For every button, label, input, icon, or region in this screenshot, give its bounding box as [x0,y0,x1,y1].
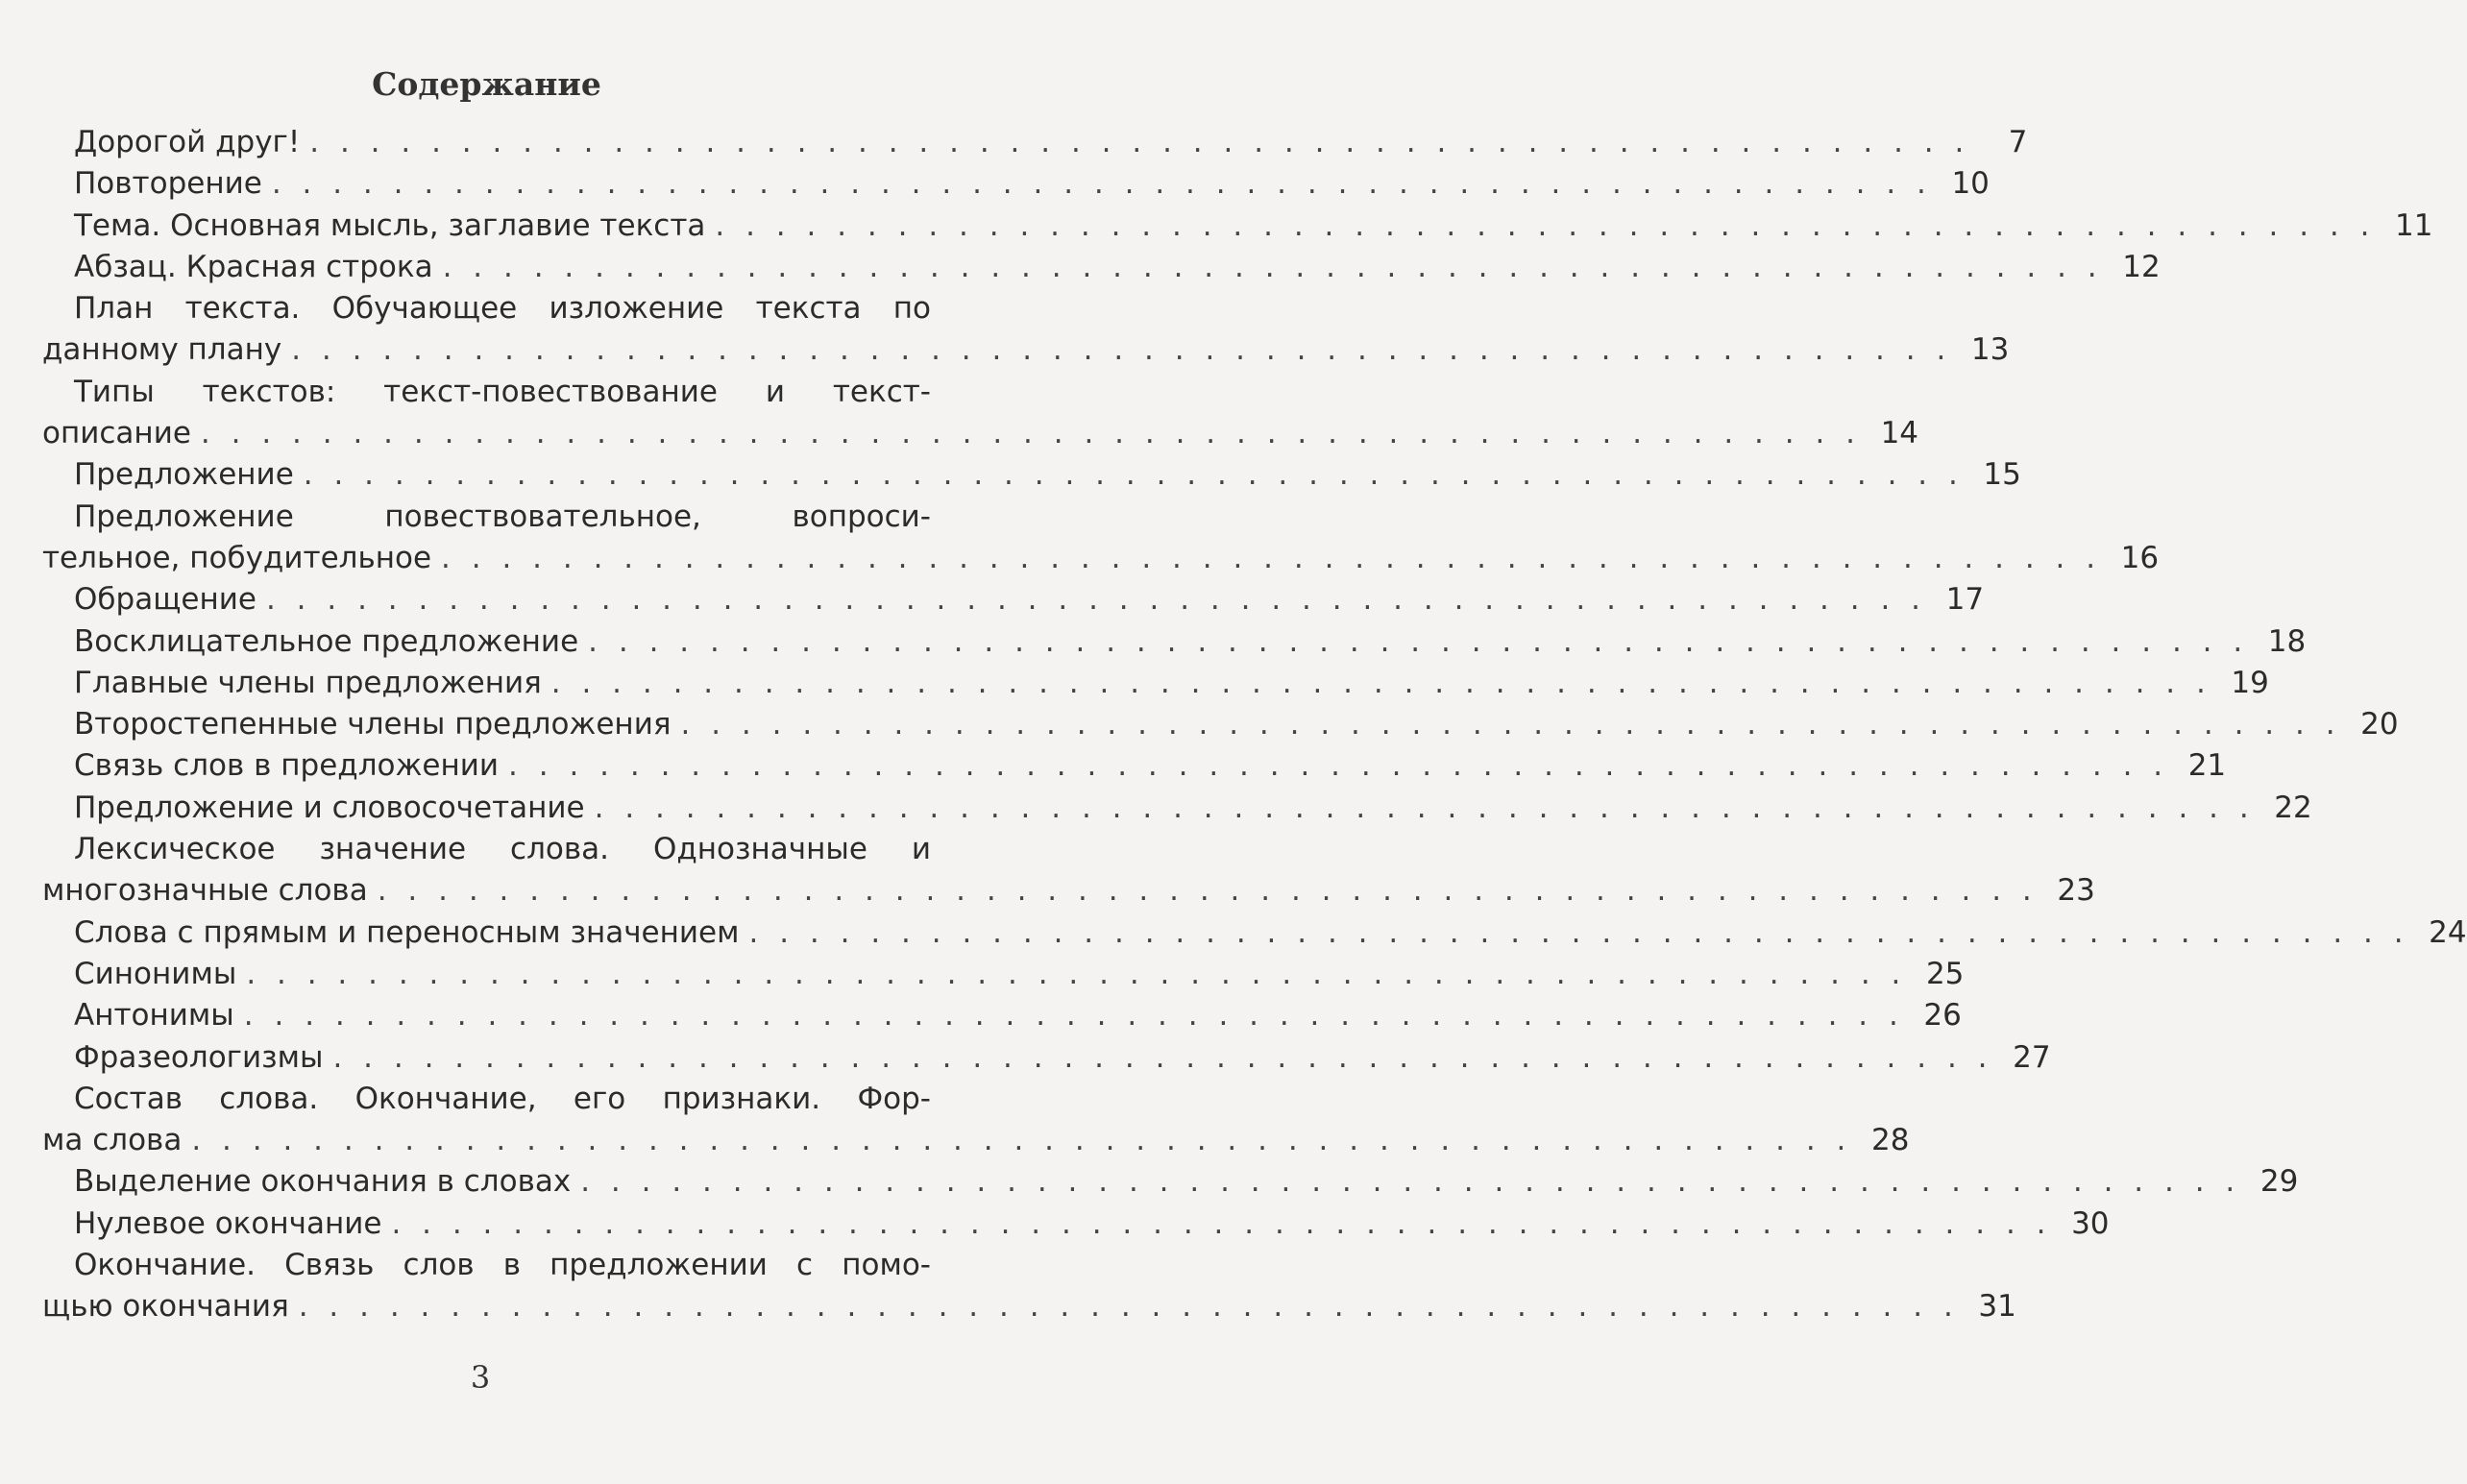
toc-entry-title: Слова с прямым и переносным значением [74,914,740,950]
dot-leader: . . . . . . . . . . . . . . . . . . . . . . . . . . . . . . . . . . . . . . . . . . . . . . . . . . . . . . . [303,457,1964,493]
toc-entry-title: описание [42,416,191,451]
toc-entry-page: 30 [2071,1205,2110,1241]
toc-entry-page: 28 [1870,1123,1910,1158]
toc-entry-line-last [42,413,1919,454]
toc-entry-title: Предложение и словосочетание [74,790,585,825]
toc-entry-line-last [42,1120,1910,1161]
toc-entry-page: 22 [2274,790,2312,825]
toc-entry-line-last [42,912,2467,954]
dot-leader: . . . . . . . . . . . . . . . . . . . . . . . . . . . . . . . . . . . . . . . . . . . . . . . . . . . . . . . [594,790,2255,825]
toc-entry-line: Лексическое значение слова. Однозначные и [74,832,931,867]
toc-entry-title: Связь слов в предложении [74,748,500,784]
toc-entry-line-last [42,954,1965,995]
dot-leader: . . . . . . . . . . . . . . . . . . . . . . . . . . . . . . . . . . . . . . . . . . . . . . . . . . . . . . . [580,1164,2241,1200]
toc-entry [42,663,2269,704]
toc-entry-title: Второстепенные члены предложения [74,707,672,742]
toc-entry-page: 26 [1923,998,1962,1034]
toc-entry-title: Предложение [74,457,294,493]
dot-leader: . . . . . . . . . . . . . . . . . . . . . . . . . . . . . . . . . . . . . . . . . . . . . . . . . . . . . . . [246,956,1907,991]
toc-entry-page: 15 [1983,457,2021,493]
page-title: Содержание [372,65,601,103]
toc-entry [42,288,2010,372]
toc-entry-page: 25 [1925,956,1965,991]
toc-entry-line-last [42,329,2010,371]
toc-entry [42,1204,2110,1245]
toc-entry-title: Повторение [74,166,262,202]
dot-leader: . . . . . . . . . . . . . . . . . . . . . . . . . . . . . . . . . . . . . . . . . . . . . . . . . . . . . . . [271,166,1932,202]
dot-leader: . . . . . . . . . . . . . . . . . . . . . . . . . . . . . . . . . . . . . . . . . . . . . . . . . . . . . . . [291,332,1952,368]
toc-entry-title: Дорогой друг! [74,125,301,159]
dot-leader: . . . . . . . . . . . . . . . . . . . . . . . . . . . . . . . . . . . . . . . . . . . . . . . . . . . . . . . [442,249,2103,284]
toc-entry-title: ма слова [42,1123,183,1158]
toc-entry [42,995,1962,1036]
toc-entry-page: 10 [1951,166,1990,202]
toc-entry-line-last [42,788,2312,829]
toc-entry [42,1079,1910,1162]
toc-entry-line: Состав слова. Окончание, его признаки. Фор- [74,1081,931,1116]
dot-leader: . . . . . . . . . . . . . . . . . . . . . . . . . . . . . . . . . . . . . . . . . . . . . . . . . . . . . . . [298,1289,1959,1325]
toc-entry [42,1161,2299,1203]
toc-entry [42,206,2433,247]
toc-entry [42,745,2227,787]
toc-entry-title: Обращение [74,582,256,618]
toc-entry-title: Антонимы [74,998,234,1034]
toc-entry-title: Фразеологизмы [74,1039,324,1075]
toc-entry-title: Тема. Основная мысль, заглавие текста [74,207,706,243]
toc-entry [42,454,2021,496]
dot-leader: . . . . . . . . . . . . . . . . . . . . . . . . . . . . . . . . . . . . . . . . . . . . . . . . . . . . . . . [550,665,2211,700]
toc-entry [42,497,2160,580]
dot-leader: . . . . . . . . . . . . . . . . . . . . . . . . . . . . . . . . . . . . . . . . . . . . . . . . . . . . . . . [680,707,2341,742]
toc-entry-line-last [42,745,2227,787]
toc-entry-page: 17 [1945,582,1985,618]
toc-entry-title: Абзац. Красная строка [74,249,433,284]
toc-entry-line-last [42,1037,2051,1079]
toc-entry [42,704,2399,745]
toc-entry-line-last [42,870,2095,912]
toc-entry [42,954,1965,995]
toc-entry-page: 11 [2395,207,2433,243]
toc-entry [42,579,1985,620]
toc-entry-page: 29 [2259,1164,2299,1200]
dot-leader: . . . . . . . . . . . . . . . . . . . . . . . . . . . . . . . . . . . . . . . . . . . . . . . . . . . . . . . [391,1205,2052,1241]
dot-leader: . . . . . . . . . . . . . . . . . . . . . . . . . . . . . . . . . . . . . . . . . . . . . . . . . . . . . . . [715,207,2376,243]
dot-leader: . . . . . . . . . . . . . . . . . . . . . . . . . . . . . . . . . . . . . . . . . . . . . . . . . . . . . . . [441,540,2102,575]
toc-entry-title: Синонимы [74,956,237,991]
toc-entry-line-last [42,663,2269,704]
toc-entry-line-last [42,704,2399,745]
toc-entry-page: 19 [2231,665,2269,700]
toc-entry-line: План текста. Обучающее изложение текста по [74,291,931,327]
dot-leader: . . . . . . . . . . . . . . . . . . . . . . . . . . . . . . . . . . . . . . . . . . . . . . . . . . . . . . . [748,914,2409,950]
toc-entry-title: Восклицательное предложение [74,623,579,659]
toc-entry-page: 21 [2187,748,2227,784]
toc-entry [42,621,2307,663]
toc-entry-title: Главные члены предложения [74,665,542,700]
toc-entry-title: данному плану [42,332,282,368]
toc-entry-line-last [42,1161,2299,1203]
toc-entry [42,829,2095,912]
table-of-contents [42,122,2467,1328]
toc-entry [42,372,1919,455]
toc-entry-title: многозначные слова [42,873,368,909]
toc-entry-page: 24 [2429,914,2467,950]
dot-leader: . . . . . . . . . . . . . . . . . . . . . . . . . . . . . . . . . . . . . . . . . . . . . . . . . . . . . . . [191,1123,1852,1158]
toc-entry-title: тельное, побудительное [42,540,432,575]
toc-entry-page: 16 [2120,540,2160,575]
toc-entry-line-last [42,621,2307,663]
dot-leader: . . . . . . . . . . . . . . . . . . . . . . . . . . . . . . . . . . . . . . . . . . . . . . . . . . . . . . . [332,1039,1993,1075]
toc-entry-page: 13 [1970,332,2010,368]
toc-entry-line-last [42,1286,2016,1327]
toc-entry-line-last [42,122,2028,163]
toc-entry-page: 12 [2122,249,2161,284]
toc-entry-line-last [42,206,2433,247]
toc-entry [42,912,2467,954]
toc-entry-line: Окончание. Связь слов в предложении с помо- [74,1248,931,1283]
toc-entry-line-last [42,247,2161,288]
dot-leader: . . . . . . . . . . . . . . . . . . . . . . . . . . . . . . . . . . . . . . . . . . . . . . . . . . . . . . . [243,998,1904,1034]
toc-entry-page: 23 [2057,873,2095,909]
toc-entry [42,1245,2016,1328]
toc-entry-page: 20 [2360,707,2399,742]
dot-leader: . . . . . . . . . . . . . . . . . . . . . . . . . . . . . . . . . . . . . . . . . . . . . . . . . . . . . . . [377,873,2038,909]
toc-entry-line-last [42,163,1990,205]
dot-leader: . . . . . . . . . . . . . . . . . . . . . . . . . . . . . . . . . . . . . . . . . . . . . . . . . . . . . . . [309,125,1970,159]
toc-entry-line: Предложение повествовательное, вопроси- [74,499,931,534]
toc-entry-page: 27 [2013,1039,2051,1075]
toc-entry-line-last [42,538,2160,579]
toc-entry [42,122,2028,163]
dot-leader: . . . . . . . . . . . . . . . . . . . . . . . . . . . . . . . . . . . . . . . . . . . . . . . . . . . . . . . [200,416,1862,451]
toc-entry [42,788,2312,829]
toc-entry-page: 18 [2267,623,2307,659]
toc-entry-line-last [42,454,2021,496]
dot-leader: . . . . . . . . . . . . . . . . . . . . . . . . . . . . . . . . . . . . . . . . . . . . . . . . . . . . . . . [588,623,2249,659]
toc-entry-title: Нулевое окончание [74,1205,382,1241]
toc-entry [42,163,1990,205]
page-number: 3 [470,1359,491,1396]
toc-entry-line-last [42,995,1962,1036]
toc-entry [42,1037,2051,1079]
dot-leader: . . . . . . . . . . . . . . . . . . . . . . . . . . . . . . . . . . . . . . . . . . . . . . . . . . . . . . . [508,748,2169,784]
toc-entry-line-last [42,1204,2110,1245]
toc-entry-line-last [42,579,1985,620]
toc-entry-page: 7 [2008,125,2028,159]
toc-entry-title: Выделение окончания в словах [74,1164,572,1200]
toc-entry-page: 31 [1978,1289,2016,1325]
toc-entry-line: Типы текстов: текст-повествование и текст- [74,374,931,409]
toc-entry-page: 14 [1880,416,1919,451]
dot-leader: . . . . . . . . . . . . . . . . . . . . . . . . . . . . . . . . . . . . . . . . . . . . . . . . . . . . . . . [265,582,1927,618]
toc-entry-title: щью окончания [42,1289,289,1325]
toc-entry [42,247,2161,288]
